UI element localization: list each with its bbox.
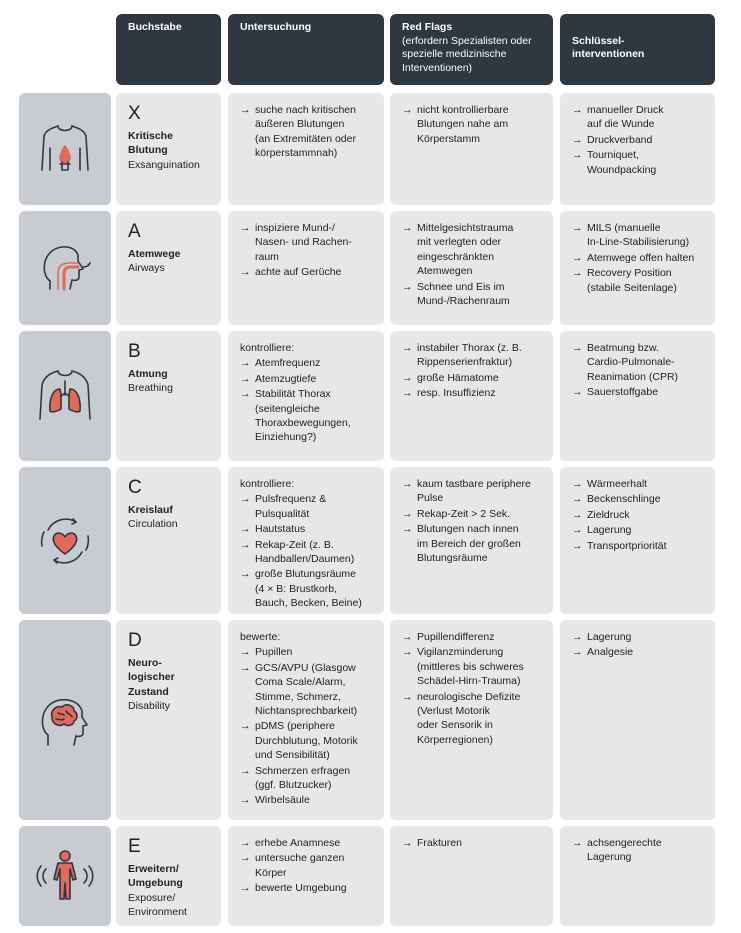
exam-cell — [228, 211, 384, 325]
list-item: → Atemzugtiefe — [240, 372, 376, 386]
header-title: Untersuchung — [240, 21, 312, 33]
redflags-list — [402, 836, 545, 850]
list-item: → Lagerung — [572, 630, 707, 644]
letter-cell — [116, 467, 221, 614]
airway-head-icon — [19, 211, 111, 325]
header-title: Red Flags — [402, 21, 453, 33]
header-exam — [228, 14, 384, 85]
interventions-cell — [560, 620, 715, 820]
list-item: → Schnee und Eis im Mund-/Rachenraum — [402, 280, 545, 309]
header-interventions — [560, 14, 715, 85]
redflags-list — [402, 630, 545, 747]
exam-list — [240, 836, 376, 896]
list-item: → Vigilanzminderung (mittleres bis schweres Schädel-Hirn-Trauma) — [402, 645, 545, 688]
interventions-list — [572, 103, 707, 177]
list-item: → inspiziere Mund-/ Nasen- und Rachen- raum — [240, 221, 376, 264]
list-item: → resp. Insuffizienz — [402, 386, 545, 400]
abcde-letter: A — [128, 221, 141, 242]
list-item: → instabiler Thorax (z. B. Rippenserienfraktur) — [402, 341, 545, 370]
category-title: Atemwege — [128, 248, 181, 260]
list-item: → Stabilität Thorax (seitengleiche Thoraxbewegungen, Einziehung?) — [240, 387, 376, 445]
abcde-letter: X — [128, 103, 141, 124]
category-title: Kreislauf — [128, 504, 173, 516]
interventions-list — [572, 836, 707, 865]
list-item: → Transportpriorität — [572, 539, 707, 553]
list-item: → Recovery Position (stabile Seitenlage) — [572, 266, 707, 295]
interventions-list — [572, 630, 707, 660]
redflags-cell — [390, 467, 553, 614]
list-item: → Atemfrequenz — [240, 356, 376, 370]
abcde-letter: C — [128, 477, 142, 498]
list-item: → untersuche ganzen Körper — [240, 851, 376, 880]
list-item: → Analgesie — [572, 645, 707, 659]
exam-cell — [228, 620, 384, 820]
bleeding-torso-icon — [19, 93, 111, 205]
redflags-cell — [390, 620, 553, 820]
exam-intro: bewerte: — [240, 631, 281, 643]
list-item: → manueller Druck auf die Wunde — [572, 103, 707, 132]
redflags-list — [402, 477, 545, 565]
interventions-cell — [560, 93, 715, 205]
interventions-cell — [560, 467, 715, 614]
list-item: → große Hämatome — [402, 371, 545, 385]
list-item: → Hautstatus — [240, 522, 376, 536]
list-item: → nicht kontrollierbare Blutungen nahe am Körperstamm — [402, 103, 545, 146]
list-item: → erhebe Anamnese — [240, 836, 376, 850]
abcde-letter: E — [128, 836, 141, 857]
list-item: → Pulsfrequenz & Pulsqualität — [240, 492, 376, 521]
exam-cell — [228, 826, 384, 926]
list-item: → bewerte Umgebung — [240, 881, 376, 895]
exam-intro: kontrolliere: — [240, 342, 295, 354]
list-item: → GCS/AVPU (Glasgow Coma Scale/Alarm, Stimme, Schmerz, Nichtansprechbarkeit) — [240, 661, 376, 719]
list-item: → große Blutungsräume (4 × B: Brustkorb, Bauch, Becken, Beine) — [240, 567, 376, 610]
list-item: → kaum tastbare periphere Pulse — [402, 477, 545, 506]
header-redflags — [390, 14, 553, 85]
list-item: → Mittelgesichtstrauma mit verlegten oder eingeschränkten Atemwegen — [402, 221, 545, 279]
list-item: → Sauerstoffgabe — [572, 385, 707, 399]
list-item: → suche nach kritischen äußeren Blutungen (an Extremitäten oder körperstammnah) — [240, 103, 376, 161]
redflags-cell — [390, 211, 553, 325]
header-subtitle: (erfordern Spezialisten oder spezielle medizinische Interventionen) — [402, 34, 532, 74]
redflags-list — [402, 221, 545, 308]
list-item: → neurologische Defizite (Verlust Motorik oder Sensorik in Körperregionen) — [402, 690, 545, 748]
category-english: Circulation — [128, 518, 178, 531]
letter-cell — [116, 93, 221, 205]
exam-list — [240, 221, 376, 280]
list-item: → Tourniquet, Woundpacking — [572, 148, 707, 177]
list-item: → Rekap-Zeit > 2 Sek. — [402, 507, 545, 521]
category-english: Airways — [128, 262, 165, 275]
interventions-list — [572, 221, 707, 295]
category-title: Kritische Blutung — [128, 130, 173, 157]
list-item: → Lagerung — [572, 523, 707, 537]
interventions-cell — [560, 826, 715, 926]
list-item: → Beckenschlinge — [572, 492, 707, 506]
list-item: → Druckverband — [572, 133, 707, 147]
letter-cell — [116, 211, 221, 325]
interventions-cell — [560, 211, 715, 325]
category-english: Breathing — [128, 382, 173, 395]
header-title: Buchstabe — [128, 21, 182, 33]
list-item: → Pupillen — [240, 645, 376, 659]
letter-cell — [116, 620, 221, 820]
exam-list — [240, 645, 376, 807]
interventions-list — [572, 341, 707, 400]
header-title: Schlüssel- interventionen — [572, 34, 645, 60]
list-item: → Rekap-Zeit (z. B. Handballen/Daumen) — [240, 538, 376, 567]
abcde-letter: D — [128, 630, 142, 651]
list-item: → Frakturen — [402, 836, 545, 850]
list-item: → achsengerechte Lagerung — [572, 836, 707, 865]
category-english: Exsanguination — [128, 158, 200, 171]
exam-cell — [228, 331, 384, 461]
exam-list — [240, 492, 376, 610]
list-item: → Atemwege offen halten — [572, 251, 707, 265]
list-item: → Beatmung bzw. Cardio-Pulmonale- Reanimation (CPR) — [572, 341, 707, 384]
list-item: → MILS (manuelle In-Line-Stabilisierung) — [572, 221, 707, 250]
redflags-cell — [390, 93, 553, 205]
list-item: → Schmerzen erfragen (ggf. Blutzucker) — [240, 764, 376, 793]
interventions-cell — [560, 331, 715, 461]
brain-head-icon — [19, 620, 111, 820]
list-item: → achte auf Gerüche — [240, 265, 376, 279]
letter-cell — [116, 331, 221, 461]
redflags-list — [402, 103, 545, 146]
list-item: → pDMS (periphere Durchblutung, Motorik und Sensibilität) — [240, 719, 376, 762]
exam-intro: kontrolliere: — [240, 478, 295, 490]
exam-list — [240, 356, 376, 444]
list-item: → Pupillendifferenz — [402, 630, 545, 644]
heart-circulation-icon — [19, 467, 111, 614]
interventions-list — [572, 477, 707, 553]
category-title: Erweitern/ Umgebung — [128, 863, 183, 890]
category-title: Atmung — [128, 368, 168, 380]
letter-cell — [116, 826, 221, 926]
exam-cell — [228, 93, 384, 205]
lungs-icon — [19, 331, 111, 461]
header-letter — [116, 14, 221, 85]
list-item: → Wärmeerhalt — [572, 477, 707, 491]
body-exposure-icon — [19, 826, 111, 926]
redflags-cell — [390, 331, 553, 461]
exam-list — [240, 103, 376, 161]
list-item: → Wirbelsäule — [240, 793, 376, 807]
redflags-list — [402, 341, 545, 401]
list-item: → Zieldruck — [572, 508, 707, 522]
abcde-letter: B — [128, 341, 141, 362]
category-title: Neuro- logischer Zustand — [128, 657, 175, 698]
list-item: → Blutungen nach innen im Bereich der großen Blutungsräume — [402, 522, 545, 565]
category-english: Exposure/ Environment — [128, 891, 187, 919]
category-english: Disability — [128, 700, 171, 713]
exam-cell — [228, 467, 384, 614]
redflags-cell — [390, 826, 553, 926]
